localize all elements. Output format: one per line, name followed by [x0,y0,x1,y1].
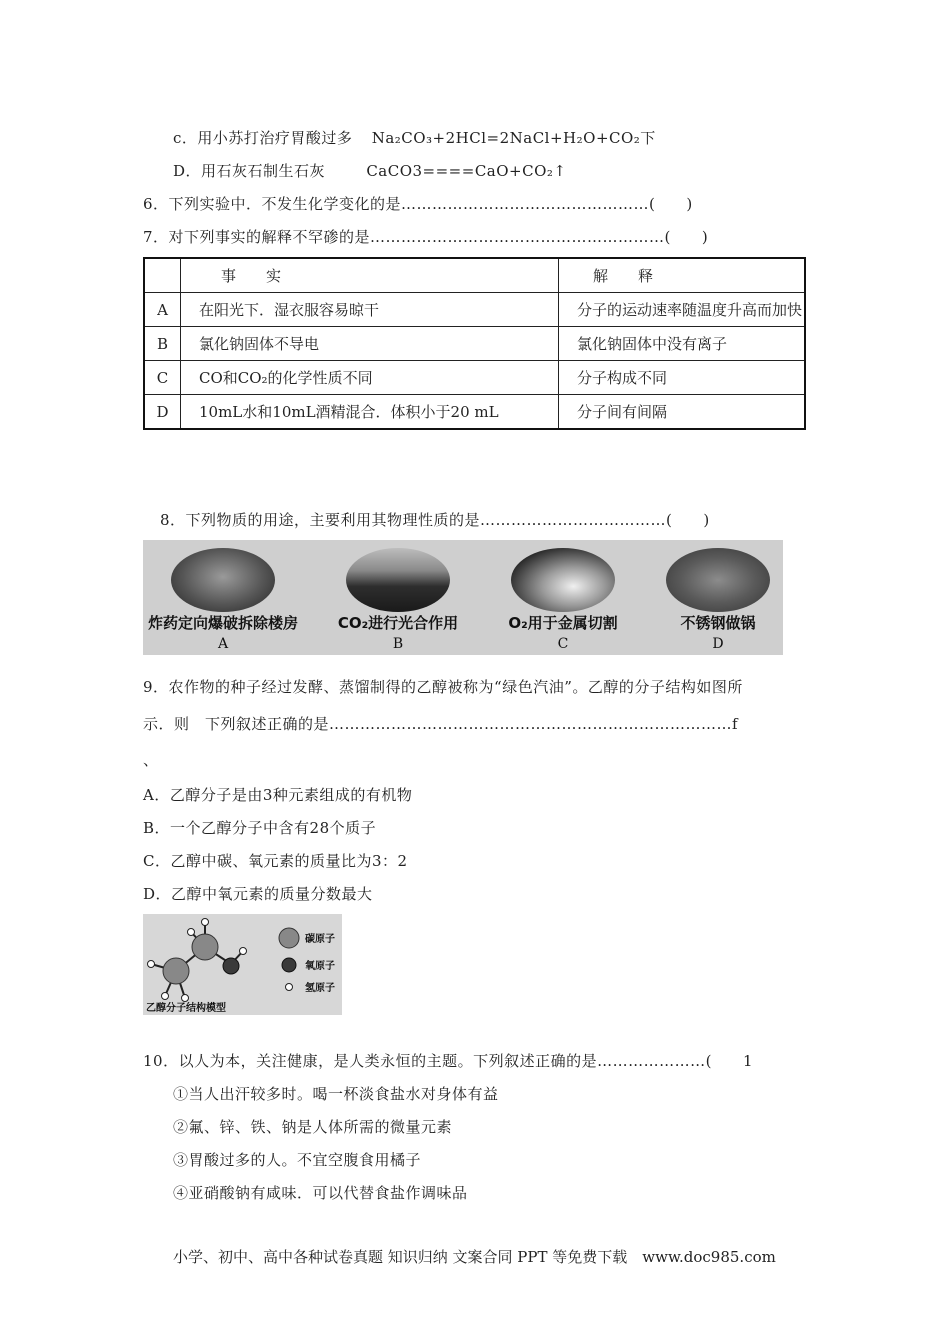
q5-option-d-formula: CaCO3====CaO+CO₂↑ [366,162,567,180]
legend-carbon: 碳原子 [305,934,335,945]
legend-hydrogen: 氢原子 [305,983,335,994]
table-header-row [144,258,805,293]
q8-option-a [143,540,303,655]
row-explanation: 氯化钠固体中没有离子 [559,327,806,361]
row-key: D [144,395,181,430]
row-key: A [144,293,181,327]
row-explanation: 分子构成不同 [559,361,806,395]
row-explanation: 分子间有间隔 [559,395,806,430]
row-explanation: 分子的运动速率随温度升高而加快 [559,293,806,327]
row-key: B [144,327,181,361]
q10-stem: 10．以人为本，关注健康，是人类永恒的主题。下列叙述正确的是…………………( 1 [143,1052,753,1070]
q9-option-d: D．乙醇中氧元素的质量分数最大 [143,885,373,903]
cutting-photo [511,548,615,612]
q8-option-c [483,540,643,655]
q9-stem-line2: 示．则 下列叙述正确的是……………………………………………………………………f [143,715,739,733]
q7-stem: 7．对下列事实的解释不罕碜的是…………………………………………………( ) [143,228,709,246]
table-header-key [144,258,181,293]
row-fact: 氯化钠固体不导电 [181,327,559,361]
figure-caption: 乙醇分子结构模型 [146,1003,226,1014]
q8-option-b [318,540,478,655]
table-row [144,293,805,327]
row-fact: 在阳光下．湿衣服容易晾干 [181,293,559,327]
q8-option-d [638,540,783,655]
pot-photo [666,548,770,612]
q5-option-c [173,128,656,148]
q8-option-a-label: A [217,636,229,652]
page-footer: 小学、初中、高中各种试卷真题 知识归纳 文案合同 PPT 等免费下载 www.doc985.com [173,1248,776,1266]
q8-option-b-label: B [392,636,404,652]
q9-option-c: C．乙醇中碳、氧元素的质量比为3：2 [143,852,408,870]
q10-item-4: ④亚硝酸钠有咸味．可以代替食盐作调味品 [173,1184,468,1202]
q10-item-3: ③胃酸过多的人。不宜空腹食用橘子 [173,1151,422,1169]
table-row [144,327,805,361]
table-header-explanation: 解 释 [559,258,806,293]
q6-stem: 6．下列实验中．不发生化学变化的是…………………………………………( ) [143,195,693,213]
q5-option-c-formula: Na₂CO₃+2HCl=2NaCl+H₂O+CO₂下 [371,129,656,147]
ethanol-model-icon [143,914,342,1015]
table-row [144,395,805,430]
q8-figure [143,540,783,655]
q5-option-c-label: c．用小苏打治疗胃酸过多 [173,129,353,147]
table-header-fact: 事 实 [181,258,559,293]
q8-option-d-caption: 不锈钢做锅 [680,614,756,632]
q10-item-2: ②氟、锌、铁、钠是人体所需的微量元素 [173,1118,453,1136]
q5-option-d [173,161,566,181]
q5-option-d-label: D．用石灰石制生石灰 [173,162,326,180]
row-fact: CO和CO₂的化学性质不同 [181,361,559,395]
q8-option-d-label: D [712,636,724,652]
q8-option-b-caption: CO₂进行光合作用 [337,614,459,632]
table-row [144,361,805,395]
ethanol-model-figure [143,914,342,1015]
q9-option-a: A．乙醇分子是由3种元素组成的有机物 [143,786,413,804]
legend-oxygen: 氧原子 [305,961,335,972]
plants-photo [346,548,450,612]
q8-stem: 8．下列物质的用途，主要利用其物理性质的是………………………………( ) [160,511,710,529]
demolition-photo [171,548,275,612]
q9-option-b: B．一个乙醇分子中含有28个质子 [143,819,377,837]
q7-table [143,257,806,430]
q8-option-c-label: C [557,636,569,652]
row-key: C [144,361,181,395]
q9-stem-line3: 、 [143,751,159,769]
row-fact: 10mL水和10mL酒精混合．体积小于20 mL [181,395,559,430]
q10-item-1: ①当人出汗较多时。喝一杯淡食盐水对身体有益 [173,1085,499,1103]
q8-option-c-caption: O₂用于金属切割 [508,614,618,632]
q9-stem-line1: 9．农作物的种子经过发酵、蒸馏制得的乙醇被称为“绿色汽油”。乙醇的分子结构如图所 [143,678,743,696]
q8-option-a-caption: 炸药定向爆破拆除楼房 [147,614,298,632]
